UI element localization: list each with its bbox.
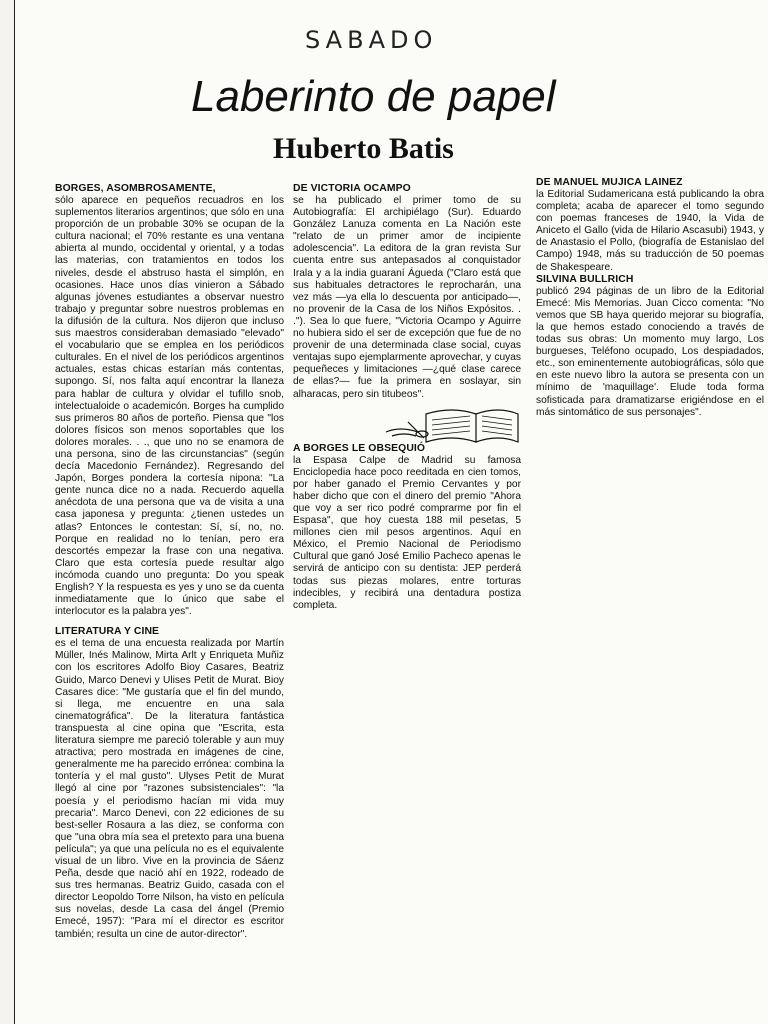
section-heading-mujica-lainez: DE MANUEL MUJICA LAINEZ [536, 177, 683, 188]
article-title: Laberinto de papel [191, 72, 556, 121]
section-body-borges-obsequio: la Espasa Calpe de Madrid su famosa Enciclopedia hace poco reeditada en cien tomos, por haber ganado el Premio Cervantes y por haber dicho que con el dinero del premio "Ahora que voy a ser rico podré comprarme por fin el Espasa", que hoy cuesta 188 mil pesetas, 5 millones cien mil pesos argentinos. Aquí en México, el Premio Nacional de Periodismo Cultural que ganó José Emilio Pacheco apenas le servirá de anticipo con su dentista: JEP perderá todas sus piezas molares, entre torturas indecibles, y recibirá una dentadura postiza completa. [293, 454, 521, 611]
column-right [536, 177, 764, 419]
section-body-borges: sólo aparece en pequeños recuadros en los suplementos literarios argentinos; que sólo en una proporción de un probable 30% se ocupan de la cultura nacional; el 70% restante es una ventana abierta al mundo, occidental y oriental, y a todas las materias, con tratamientos en todos los niveles, desde el abstruso hasta el simplón, en ocasiones. Hace unos días vinieron a Sábado algunas jóvenes estudiantes a observar nuestro trabajo y preguntar sobre nuestros problemas en la difusión de la cultura. Nos dijeron que incluso sus maestros consideraban demasiado "elevado" el vocabulario que se emplea en los periódicos culturales. En el nivel de los periódicos argentinos actuales, estas chicas estarían más contentas, supongo. Sí, nos falta aquí encontrar la llaneza para hablar de cultura y olvidar el tufillo snob, intelectualoide o academicón. Borges ha cumplido sus primeros 80 años de porteño. Piensa que "los dolores físicos son menos soportables que los dolores morales. . ., que uno no se enamora de una persona, sino de las circunstancias" (según decía Macedonio Fernández). Regresando del Japón, Borges pondera la cortesía nipona: "La gente nunca dice no a nada. Recuerdo aquella anécdota de una persona que va de visita a una casa japonesa y pregunta: ¿tienen ustedes un atlas? Entonces le contestan: Sí, sí, no, no. Porque en realidad no lo tenían, pero era descortés empezar la frase con una negativa. Claro que esta cortesía puede resultar algo incómoda cuando uno pregunta: Do you speak English? Y la respuesta es yes y uno se da cuenta inmediatamente que lo único que sabe el interlocutor es la palabra yes". [55, 195, 284, 618]
section-body-literatura-cine: es el tema de una encuesta realizada por Martín Müller, Inés Malinow, Mirta Arlt y Enriqueta Muñiz con los escritores Adolfo Bioy Casares, Beatriz Guido, Marco Denevi y Ulises Petit de Murat. Bioy Casares dice: "Me gustaría que el fin del mundo, si llega, me encuentre en una sala cinematográfica". De la literatura fantástica transpuesta al cine opina que "Escrita, esta literatura siempre me pareció tolerable y aun muy atractiva; pero mostrada en imágenes de cine, generalmente me ha parecido errónea: combina la tontería y el mal gusto". Ulyses Petit de Murat llegó al cine por "razones subsistenciales": "la poesía y el periodismo hacían mi vida muy precaria". Marco Denevi, con 22 ediciones de su best-seller Rosaura a las diez, se conforma con que "una obra mía sea el pretexto para una buena película"; ya que una película no es el equivalente visual de un libro. Vive en la provincia de Sáenz Peña, desde que nació ahí en 1922, rodeado de sus tres hermanas. Beatriz Guido, casada con el director Leopoldo Torre Nilson, ha visto en película sus novelas, desde La casa del ángel (Premio Emecé, 1957): "Para mí el director es escritor también; resulta un cine de autor-director". [55, 638, 284, 940]
section-body-mujica-lainez: la Editorial Sudamericana está publicando la obra completa; acaba de aparecer el tomo segundo con poemas franceses de 1940, la Vida de Aniceto el Gallo (vida de Hilario Ascasubi) 1943, y de Anastasio el Pollo, (biografía de Estanislao del Campo) 1948, más su traducción de 50 poemas de Shakespeare. [536, 189, 764, 273]
section-heading-silvina-bullrich: SILVINA BULLRICH [536, 273, 634, 285]
handwritten-label: SABADO [305, 26, 438, 54]
section-heading-borges: BORGES, ASOMBROSAMENTE, [55, 183, 216, 194]
section-heading-literatura-cine: LITERATURA Y CINE [55, 626, 160, 638]
section-heading-borges-obsequio: A BORGES LE OBSEQUIÓ [293, 442, 426, 454]
column-left [55, 183, 284, 941]
open-book-illustration-icon [382, 402, 522, 446]
section-body-silvina-bullrich: publicó 294 páginas de un libro de la Editorial Emecé: Mis Memorias. Juan Cicco comenta: "No vemos que SB haya querido mejorar su biografía, la que hemos estado conociendo a través de todas sus obras: Un momento muy largo, Los burgueses, Teléfono ocupado, Los despiadados, etc., son eminentemente autobiográficas, sólo que en este nuevo libro la autora se presenta con un mínimo de 'maquillage'. Elude toda forma sofisticada para dramatizarse erigiéndose en el más sintomático de sus personajes". [536, 285, 764, 418]
section-heading-victoria-ocampo: DE VICTORIA OCAMPO [293, 183, 411, 194]
article-author: Huberto Batis [273, 132, 454, 165]
column-middle [293, 183, 521, 612]
section-body-victoria-ocampo: se ha publicado el primer tomo de su Autobiografía: El archipiélago (Sur). Eduardo González Lanuza comenta en La Nación este "relato de un primer amor de incipiente adolescencia". La editora de la gran revista Sur cuenta entre sus antepasados al conquistador Irala y a la india guaraní Águeda ("Claro está que sus habituales detractores le reprocharán, una vez más —ya ella lo descuenta por anticipado—, no provenir de la Casa de los Niños Expósitos. . ."). Sea lo que fuere, "Victoria Ocampo y Aguirre no hubiera sido el ser de excepción que fue de no provenir de una determinada clase social, cuyas ventajas supo ejemplarmente aprovechar, y cuyas pequeñeces y limitaciones —¿qué clase carece de ellas?— fue la primera en soslayar, sin alharacas, pero sin titubeos". [293, 195, 521, 400]
